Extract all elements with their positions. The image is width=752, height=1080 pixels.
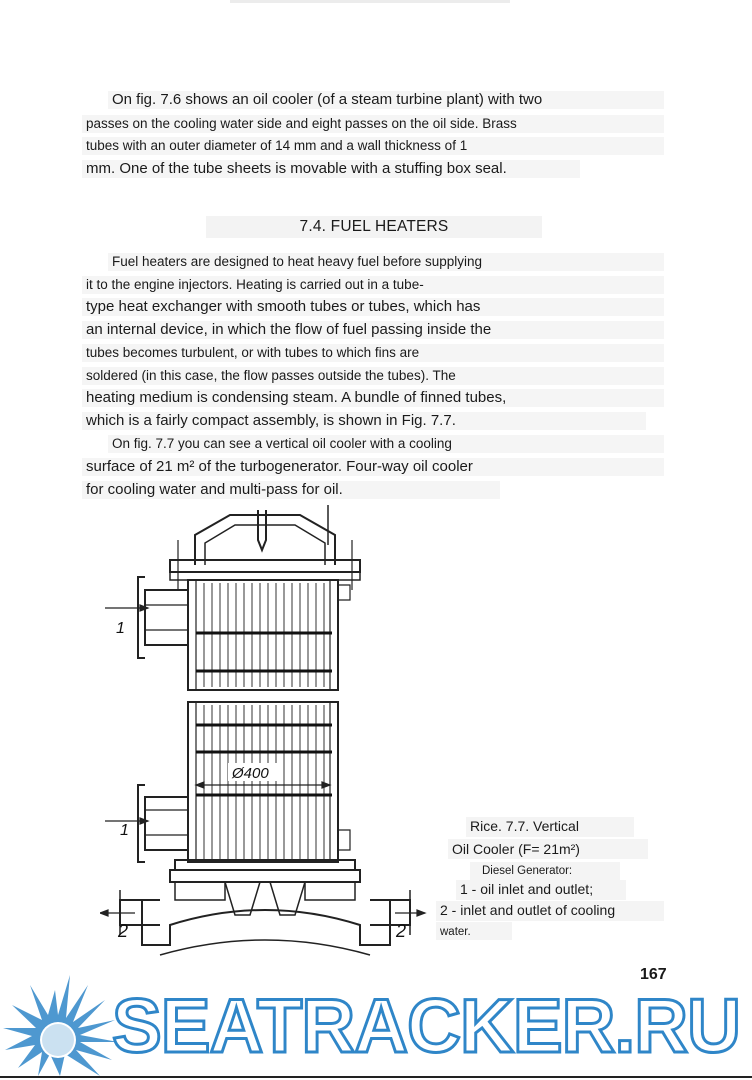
caption-line: Diesel Generator: xyxy=(482,865,573,877)
text-line: tubes with an outer diameter of 14 mm and a wall thickness of 1 xyxy=(86,136,664,156)
text-line: type heat exchanger with smooth tubes or tubes, which has xyxy=(86,297,664,317)
text-line: heating medium is condensing steam. A bundle of finned tubes, xyxy=(86,388,664,408)
text-line: it to the engine injectors. Heating is carried out in a tube- xyxy=(86,275,664,295)
watermark-text: SEATRACKER.RU xyxy=(112,984,740,1069)
page-number: 167 xyxy=(640,966,667,983)
diameter-label: Ø400 xyxy=(232,765,269,782)
text-line: passes on the cooling water side and eight passes on the oil side. Brass xyxy=(86,114,664,134)
text-line: On fig. 7.6 shows an oil cooler (of a steam turbine plant) with two xyxy=(112,90,664,110)
section-heading: 7.4. FUEL HEATERS xyxy=(206,216,542,238)
text-line: which is a fairly compact assembly, is shown in Fig. 7.7. xyxy=(86,411,646,431)
caption-title: Rice. 7.7. Vertical xyxy=(470,818,579,834)
bottom-rule xyxy=(0,1076,752,1078)
caption-line: 1 - oil inlet and outlet; xyxy=(460,881,594,897)
caption-line: water. xyxy=(440,926,471,938)
text-line: soldered (in this case, the flow passes outside the tubes). The xyxy=(86,366,664,386)
text-line: tubes becomes turbulent, or with tubes to which fins are xyxy=(86,343,664,363)
caption-line: 2 - inlet and outlet of cooling xyxy=(440,902,616,918)
callout-water-inlet: 2 xyxy=(118,921,129,941)
oil-cooler-drawing xyxy=(100,505,430,960)
top-scan-rule xyxy=(230,0,510,3)
text-line: mm. One of the tube sheets is movable with a stuffing box seal. xyxy=(86,159,580,179)
text-line: Fuel heaters are designed to heat heavy fuel before supplying xyxy=(112,252,664,272)
callout-water-outlet: 2 xyxy=(396,921,407,941)
text-line: surface of 21 m² of the turbogenerator. Four-way oil cooler xyxy=(86,457,664,477)
callout-oil-inlet: 1 xyxy=(116,620,125,637)
callout-oil-outlet: 1 xyxy=(120,822,129,839)
sun-icon xyxy=(3,975,118,1076)
watermark-logo xyxy=(0,960,752,1080)
text-line: an internal device, in which the flow of fuel passing inside the xyxy=(86,320,664,340)
text-line: for cooling water and multi-pass for oil. xyxy=(86,480,500,500)
caption-line: Oil Cooler (F= 21m²) xyxy=(452,841,580,857)
text-line: On fig. 7.7 you can see a vertical oil cooler with a cooling xyxy=(112,434,664,454)
